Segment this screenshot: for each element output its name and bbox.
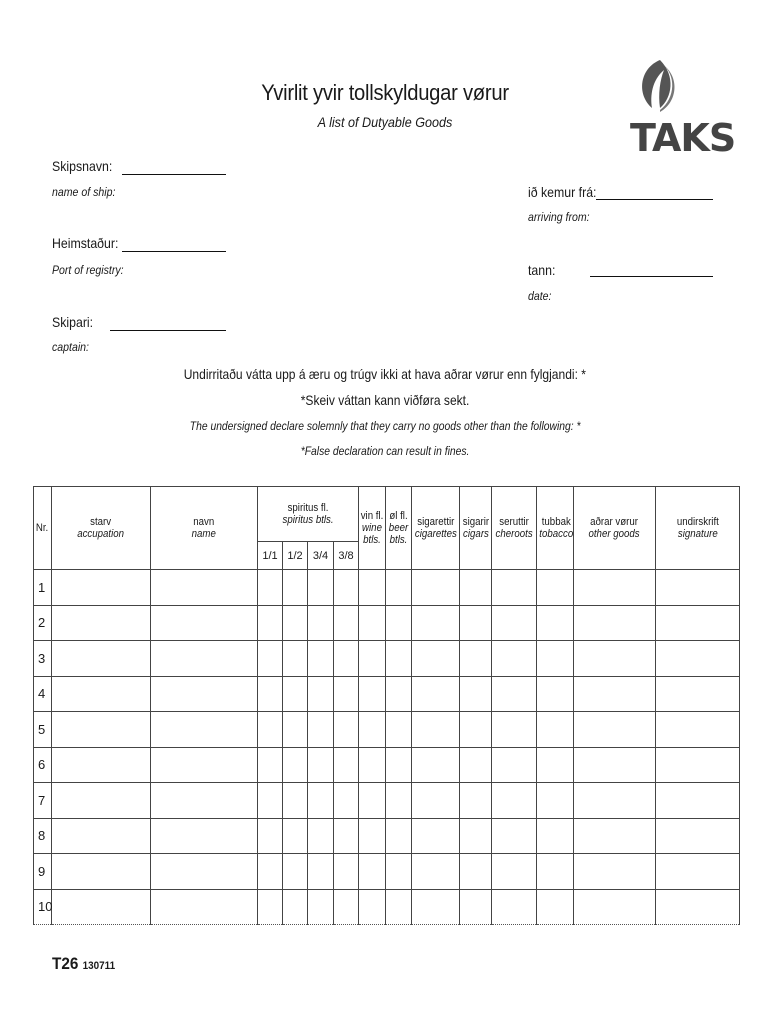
form-subtitle: A list of Dutyable Goods bbox=[317, 114, 453, 130]
entry-cell[interactable] bbox=[52, 641, 151, 677]
entry-cell[interactable] bbox=[308, 818, 334, 854]
entry-cell[interactable] bbox=[460, 641, 492, 677]
entry-cell[interactable] bbox=[258, 605, 283, 641]
entry-cell[interactable] bbox=[574, 818, 656, 854]
entry-cell[interactable] bbox=[412, 712, 460, 748]
tobacco-header: tubbak tobacco bbox=[537, 487, 574, 570]
entry-cell[interactable] bbox=[283, 712, 308, 748]
entry-cell[interactable] bbox=[334, 605, 359, 641]
entry-cell[interactable] bbox=[537, 605, 574, 641]
entry-cell[interactable] bbox=[460, 712, 492, 748]
entry-cell[interactable] bbox=[412, 747, 460, 783]
entry-cell[interactable] bbox=[308, 747, 334, 783]
entry-cell[interactable] bbox=[283, 676, 308, 712]
entry-cell[interactable] bbox=[386, 783, 412, 819]
entry-cell[interactable] bbox=[283, 818, 308, 854]
goods-table bbox=[33, 486, 740, 925]
entry-cell[interactable] bbox=[359, 854, 386, 890]
spirit-size-header: 3/8 bbox=[334, 542, 359, 570]
entry-cell[interactable] bbox=[656, 605, 740, 641]
entry-cell[interactable] bbox=[386, 818, 412, 854]
entry-cell[interactable] bbox=[52, 605, 151, 641]
entry-cell[interactable] bbox=[492, 747, 537, 783]
entry-cell[interactable] bbox=[359, 889, 386, 925]
entry-cell[interactable] bbox=[492, 570, 537, 606]
entry-cell[interactable] bbox=[412, 641, 460, 677]
entry-cell[interactable] bbox=[151, 712, 258, 748]
table-row bbox=[34, 676, 740, 712]
cheroots-header: seruttir cheroots bbox=[492, 487, 537, 570]
entry-cell[interactable] bbox=[492, 641, 537, 677]
declaration-line-2: *Skeiv váttan kann viðføra sekt. bbox=[300, 392, 470, 408]
entry-cell[interactable] bbox=[386, 854, 412, 890]
entry-cell[interactable] bbox=[386, 676, 412, 712]
entry-cell[interactable] bbox=[151, 605, 258, 641]
table-row bbox=[34, 605, 740, 641]
taks-logo bbox=[630, 58, 736, 160]
signature-header: undirskrift signature bbox=[656, 487, 740, 570]
entry-cell[interactable] bbox=[308, 889, 334, 925]
entry-cell[interactable] bbox=[52, 818, 151, 854]
entry-cell[interactable] bbox=[492, 605, 537, 641]
entry-cell[interactable] bbox=[334, 783, 359, 819]
entry-cell[interactable] bbox=[151, 676, 258, 712]
entry-cell[interactable] bbox=[412, 605, 460, 641]
registry-sublabel: Port of registry: bbox=[52, 263, 124, 277]
entry-cell[interactable] bbox=[412, 818, 460, 854]
entry-cell[interactable] bbox=[308, 854, 334, 890]
entry-cell[interactable] bbox=[386, 889, 412, 925]
entry-cell[interactable] bbox=[283, 854, 308, 890]
entry-cell[interactable] bbox=[334, 570, 359, 606]
entry-cell[interactable] bbox=[537, 854, 574, 890]
ship-name-sublabel: name of ship: bbox=[52, 185, 116, 199]
entry-cell[interactable] bbox=[537, 889, 574, 925]
entry-cell[interactable] bbox=[151, 570, 258, 606]
entry-cell[interactable] bbox=[537, 641, 574, 677]
row-number: 4 bbox=[34, 676, 52, 712]
entry-cell[interactable] bbox=[574, 641, 656, 677]
table-row bbox=[34, 783, 740, 819]
entry-cell[interactable] bbox=[460, 783, 492, 819]
table-row bbox=[34, 747, 740, 783]
entry-cell[interactable] bbox=[359, 747, 386, 783]
entry-cell[interactable] bbox=[258, 889, 283, 925]
captain-field[interactable] bbox=[110, 330, 226, 331]
row-number: 1 bbox=[34, 570, 52, 606]
table-row bbox=[34, 854, 740, 890]
form-code: T26 130711 bbox=[52, 954, 116, 973]
entry-cell[interactable] bbox=[151, 783, 258, 819]
entry-cell[interactable] bbox=[412, 889, 460, 925]
entry-cell[interactable] bbox=[151, 641, 258, 677]
entry-cell[interactable] bbox=[151, 747, 258, 783]
entry-cell[interactable] bbox=[412, 783, 460, 819]
entry-cell[interactable] bbox=[359, 712, 386, 748]
entry-cell[interactable] bbox=[386, 641, 412, 677]
entry-cell[interactable] bbox=[574, 747, 656, 783]
entry-cell[interactable] bbox=[283, 783, 308, 819]
entry-cell[interactable] bbox=[460, 676, 492, 712]
declaration-line-4: *False declaration can result in fines. bbox=[300, 444, 470, 458]
entry-cell[interactable] bbox=[656, 783, 740, 819]
entry-cell[interactable] bbox=[52, 783, 151, 819]
nr-header: Nr. bbox=[34, 487, 52, 570]
entry-cell[interactable] bbox=[308, 605, 334, 641]
entry-cell[interactable] bbox=[283, 889, 308, 925]
cigars-header: sigarir cigars bbox=[460, 487, 492, 570]
entry-cell[interactable] bbox=[334, 747, 359, 783]
table-row bbox=[34, 889, 740, 925]
entry-cell[interactable] bbox=[412, 570, 460, 606]
entry-cell[interactable] bbox=[656, 641, 740, 677]
spirit-size-header: 1/2 bbox=[283, 542, 308, 570]
other-goods-header: aðrar vørur other goods bbox=[574, 487, 656, 570]
entry-cell[interactable] bbox=[386, 570, 412, 606]
entry-cell[interactable] bbox=[334, 889, 359, 925]
entry-cell[interactable] bbox=[52, 676, 151, 712]
entry-cell[interactable] bbox=[308, 641, 334, 677]
entry-cell[interactable] bbox=[460, 818, 492, 854]
entry-cell[interactable] bbox=[460, 854, 492, 890]
captain-sublabel: captain: bbox=[52, 340, 89, 354]
date-field[interactable] bbox=[590, 276, 713, 277]
entry-cell[interactable] bbox=[574, 889, 656, 925]
entry-cell[interactable] bbox=[412, 854, 460, 890]
form-title: Yvirlit yvir tollskyldugar vørur bbox=[261, 80, 509, 105]
entry-cell[interactable] bbox=[151, 818, 258, 854]
entry-cell[interactable] bbox=[52, 854, 151, 890]
entry-cell[interactable] bbox=[460, 605, 492, 641]
entry-cell[interactable] bbox=[537, 747, 574, 783]
entry-cell[interactable] bbox=[492, 783, 537, 819]
entry-cell[interactable] bbox=[258, 570, 283, 606]
declaration-line-3: The undersigned declare solemnly that they carry no goods other than the following: * bbox=[189, 419, 581, 433]
entry-cell[interactable] bbox=[386, 605, 412, 641]
spirits-header: spiritus fl. spiritus btls. bbox=[258, 487, 359, 542]
entry-cell[interactable] bbox=[492, 889, 537, 925]
entry-cell[interactable] bbox=[308, 712, 334, 748]
entry-cell[interactable] bbox=[492, 854, 537, 890]
entry-cell[interactable] bbox=[574, 783, 656, 819]
entry-cell[interactable] bbox=[334, 712, 359, 748]
leaf-icon bbox=[630, 58, 730, 118]
row-number: 3 bbox=[34, 641, 52, 677]
entry-cell[interactable] bbox=[52, 889, 151, 925]
entry-cell[interactable] bbox=[334, 818, 359, 854]
table-row bbox=[34, 818, 740, 854]
entry-cell[interactable] bbox=[334, 854, 359, 890]
entry-cell[interactable] bbox=[537, 712, 574, 748]
arriving-from-sublabel: arriving from: bbox=[528, 210, 590, 224]
registry-label: Heimstaður: bbox=[52, 235, 119, 251]
entry-cell[interactable] bbox=[537, 676, 574, 712]
row-number: 5 bbox=[34, 712, 52, 748]
entry-cell[interactable] bbox=[492, 676, 537, 712]
entry-cell[interactable] bbox=[283, 605, 308, 641]
entry-cell[interactable] bbox=[537, 818, 574, 854]
spirit-size-header: 1/1 bbox=[258, 542, 283, 570]
entry-cell[interactable] bbox=[460, 570, 492, 606]
entry-cell[interactable] bbox=[308, 570, 334, 606]
entry-cell[interactable] bbox=[258, 641, 283, 677]
date-label: tann: bbox=[528, 262, 556, 278]
entry-cell[interactable] bbox=[460, 889, 492, 925]
entry-cell[interactable] bbox=[656, 818, 740, 854]
declaration-line-1: Undirritaðu vátta upp á æru og trúgv ikki at hava aðrar vørur enn fylgjandi: * bbox=[183, 366, 587, 382]
entry-cell[interactable] bbox=[574, 570, 656, 606]
entry-cell[interactable] bbox=[52, 570, 151, 606]
entry-cell[interactable] bbox=[537, 783, 574, 819]
entry-cell[interactable] bbox=[386, 747, 412, 783]
table-row bbox=[34, 641, 740, 677]
entry-cell[interactable] bbox=[574, 712, 656, 748]
row-number: 2 bbox=[34, 605, 52, 641]
entry-cell[interactable] bbox=[334, 676, 359, 712]
entry-cell[interactable] bbox=[537, 570, 574, 606]
entry-cell[interactable] bbox=[359, 641, 386, 677]
entry-cell[interactable] bbox=[656, 712, 740, 748]
entry-cell[interactable] bbox=[656, 854, 740, 890]
row-number: 8 bbox=[34, 818, 52, 854]
ship-name-field[interactable] bbox=[122, 174, 226, 175]
entry-cell[interactable] bbox=[359, 570, 386, 606]
date-sublabel: date: bbox=[528, 289, 552, 303]
entry-cell[interactable] bbox=[656, 570, 740, 606]
logo-text: TAKS bbox=[630, 116, 736, 160]
entry-cell[interactable] bbox=[412, 676, 460, 712]
entry-cell[interactable] bbox=[460, 747, 492, 783]
name-header: navn name bbox=[151, 487, 258, 570]
entry-cell[interactable] bbox=[359, 676, 386, 712]
entry-cell[interactable] bbox=[656, 889, 740, 925]
entry-cell[interactable] bbox=[283, 747, 308, 783]
entry-cell[interactable] bbox=[492, 712, 537, 748]
arriving-from-label: ið kemur frá: bbox=[528, 184, 597, 200]
table-row bbox=[34, 712, 740, 748]
occupation-header: starv accupation bbox=[52, 487, 151, 570]
entry-cell[interactable] bbox=[258, 783, 283, 819]
entry-cell[interactable] bbox=[308, 783, 334, 819]
entry-cell[interactable] bbox=[151, 854, 258, 890]
row-number: 6 bbox=[34, 747, 52, 783]
entry-cell[interactable] bbox=[359, 605, 386, 641]
entry-cell[interactable] bbox=[574, 605, 656, 641]
entry-cell[interactable] bbox=[258, 747, 283, 783]
entry-cell[interactable] bbox=[574, 676, 656, 712]
entry-cell[interactable] bbox=[258, 818, 283, 854]
ship-name-label: Skipsnavn: bbox=[52, 158, 113, 174]
entry-cell[interactable] bbox=[386, 712, 412, 748]
row-number: 7 bbox=[34, 783, 52, 819]
entry-cell[interactable] bbox=[574, 854, 656, 890]
entry-cell[interactable] bbox=[359, 818, 386, 854]
spirit-size-header: 3/4 bbox=[308, 542, 334, 570]
entry-cell[interactable] bbox=[492, 818, 537, 854]
row-number: 9 bbox=[34, 854, 52, 890]
entry-cell[interactable] bbox=[52, 747, 151, 783]
beer-header: øl fl. beer btls. bbox=[386, 487, 412, 570]
row-number: 10 bbox=[34, 889, 52, 925]
entry-cell[interactable] bbox=[283, 570, 308, 606]
arriving-from-field[interactable] bbox=[596, 199, 713, 200]
entry-cell[interactable] bbox=[258, 712, 283, 748]
entry-cell[interactable] bbox=[151, 889, 258, 925]
entry-cell[interactable] bbox=[308, 676, 334, 712]
table-row bbox=[34, 570, 740, 606]
entry-cell[interactable] bbox=[258, 854, 283, 890]
captain-label: Skipari: bbox=[52, 314, 94, 330]
entry-cell[interactable] bbox=[258, 676, 283, 712]
entry-cell[interactable] bbox=[656, 676, 740, 712]
entry-cell[interactable] bbox=[359, 783, 386, 819]
registry-field[interactable] bbox=[122, 251, 226, 252]
wine-header: vin fl. wine btls. bbox=[359, 487, 386, 570]
cigarettes-header: sigarettir cigarettes bbox=[412, 487, 460, 570]
entry-cell[interactable] bbox=[283, 641, 308, 677]
entry-cell[interactable] bbox=[656, 747, 740, 783]
entry-cell[interactable] bbox=[52, 712, 151, 748]
entry-cell[interactable] bbox=[334, 641, 359, 677]
